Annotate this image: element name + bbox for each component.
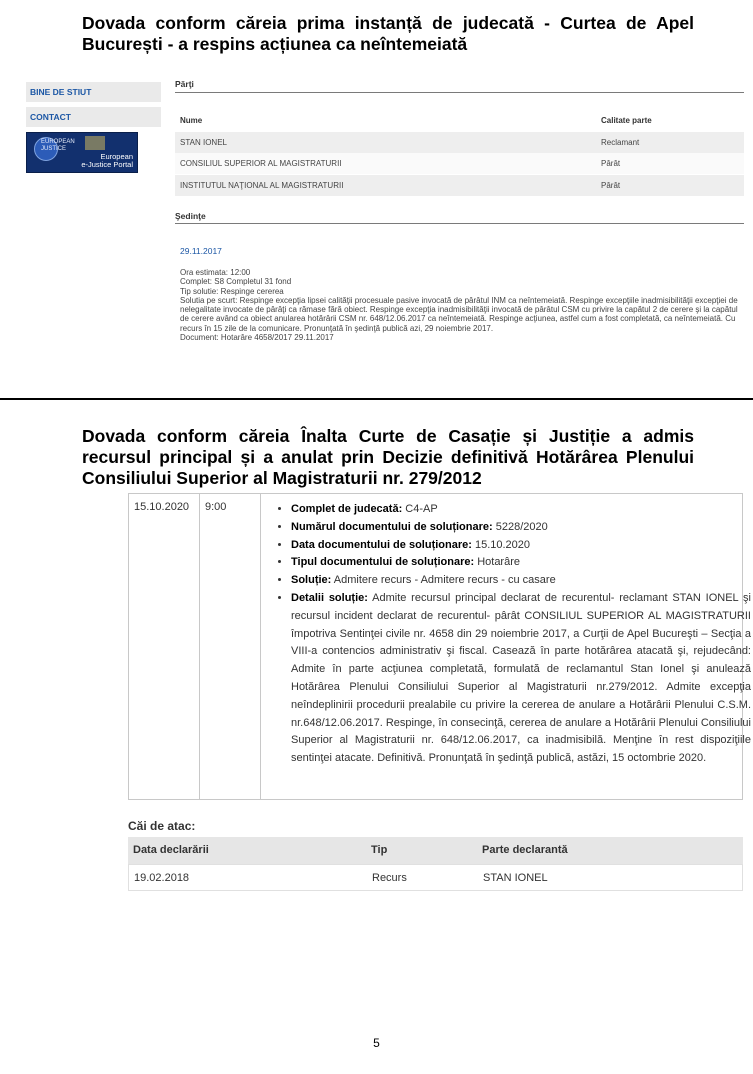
sidebar-item-bine-de-stiut[interactable]: BINE DE STIUT xyxy=(26,82,161,102)
logo-text-bottom: European e-Justice Portal xyxy=(81,152,133,169)
list-item: • Tipul documentului de soluționare: Hotarâre xyxy=(291,554,751,572)
list-item: • Complet de judecată: C4-AP xyxy=(291,501,751,519)
divider xyxy=(175,92,744,93)
heading-first-instance: Dovada conform căreia prima instanță de judecată - Curtea de Apel București - a respins acțiunea ca neîntemeiată xyxy=(82,13,694,54)
column-header-party: Parte declarantă xyxy=(482,844,568,856)
column-header-name: Nume xyxy=(180,116,203,125)
list-item: • Detalii soluție: Admite recursul principal declarat de recurentul- reclamant STAN IONEL şi recursul incident declarat de recurentul- pârât CONSILIUL SUPERIOR AL MAGISTRATURII împotriva Sentinţei civile nr. 4658 din 29 noiembrie 2017, a Curţii de Apel Bucureşti – Secţia a VIII-a contencios administrativ şi fiscal. Casează în parte hotărârea atacată şi, rejudecând: Admite în parte acţiunea completată, formulată de reclamantul Stan Ionel şi anulează Hotărârea Plenului Consiliului Superior al Magistraturii nr.279/2012. Admite excepţia neîndeplinirii procedurii prealabile cu privire la cererea de anulare a Hotărârii Plenului C.S.M. nr.648/12.06.2017. Respinge, în consecinţă, cererea de anulare a Hotărârii Plenului Consiliului Superior al Magistraturii nr. 648/12.06.2017, ca inadmisibilă. Menţine în rest dispoziţiile sentinţei atacate. Definitivă. Pronunţată în şedinţă publică, astăzi, 15 octombrie 2020. xyxy=(291,590,751,768)
table-row: 19.02.2018 Recurs STAN IONEL xyxy=(128,864,743,891)
sedinte-section-title: Şedinţe xyxy=(175,211,206,221)
heading-high-court: Dovada conform căreia Înalta Curte de Casație și Justiție a admis recursul principal și a anulat prin Decizie definitivă Hotărârea Plenului Consiliului Superior al Magistraturii nr. 279/2012 xyxy=(82,426,694,488)
hearing-date-link[interactable]: 29.11.2017 xyxy=(180,246,222,256)
parties-header-row xyxy=(175,110,744,131)
screenshot-court-of-appeal xyxy=(26,74,744,374)
page-number: 5 xyxy=(373,1036,380,1050)
cai-de-atac-title: Căi de atac: xyxy=(128,819,196,833)
list-item: • Data documentului de soluționare: 15.10.2020 xyxy=(291,537,751,555)
column-header-type: Tip xyxy=(371,844,388,856)
decision-details-list xyxy=(276,501,751,768)
decision-time: 9:00 xyxy=(205,501,227,513)
hearing-details: Ora estimata: 12:00 Complet: S8 Completul 31 fond Tip solutie: Respinge cererea Solutia pe scurt: Respinge excepţia lipsei calităţii procesuale pasive invocată de pârâtul INM ca neîntemeiată. Respinge excepţiile inadmisibilităţii excepţiei de nelegalitate invocate de pârâţi ca rămase fără obiect. Respinge excepţia inadmisibilităţii invocată de pârâtul CSM cu privire la capătul 2 de cerere şi la capătul de cerere având ca obiect anularea hotărârii CSM nr. 648/12.06.2017 ca neîntemeiată. Respinge acţiunea, astfel cum a fost completată, ca neîntemeiată. Cu recurs în 15 zile de la comunicare. Pronunţată în şedinţă publică azi, 29 noiembrie 2017. Document: Hotarâre 4658/2017 29.11.2017 xyxy=(180,268,738,343)
logo-text-top: EUROPEAN JUSTICE xyxy=(41,139,75,152)
column-header-date: Data declarării xyxy=(133,844,209,856)
decision-date: 15.10.2020 xyxy=(134,501,190,513)
table-row: INSTITUTUL NAŢIONAL AL MAGISTRATURII Pârât xyxy=(175,175,744,196)
column-header-role: Calitate parte xyxy=(601,116,652,125)
section-separator xyxy=(0,398,753,400)
table-row: STAN IONEL Reclamant xyxy=(175,132,744,153)
appeals-header-row xyxy=(128,837,743,864)
scales-image xyxy=(85,136,105,150)
decision-table xyxy=(128,493,751,800)
list-item: • Soluție: Admitere recurs - Admitere recurs - cu casare xyxy=(291,572,751,590)
list-item: • Numărul documentului de soluționare: 5228/2020 xyxy=(291,519,751,537)
table-row: CONSILIUL SUPERIOR AL MAGISTRATURII Pârât xyxy=(175,153,744,174)
divider xyxy=(175,223,744,224)
sidebar-item-contact[interactable]: CONTACT xyxy=(26,107,161,127)
parti-section-title: Părţi xyxy=(175,79,194,89)
ejustice-portal-logo[interactable] xyxy=(26,132,138,173)
